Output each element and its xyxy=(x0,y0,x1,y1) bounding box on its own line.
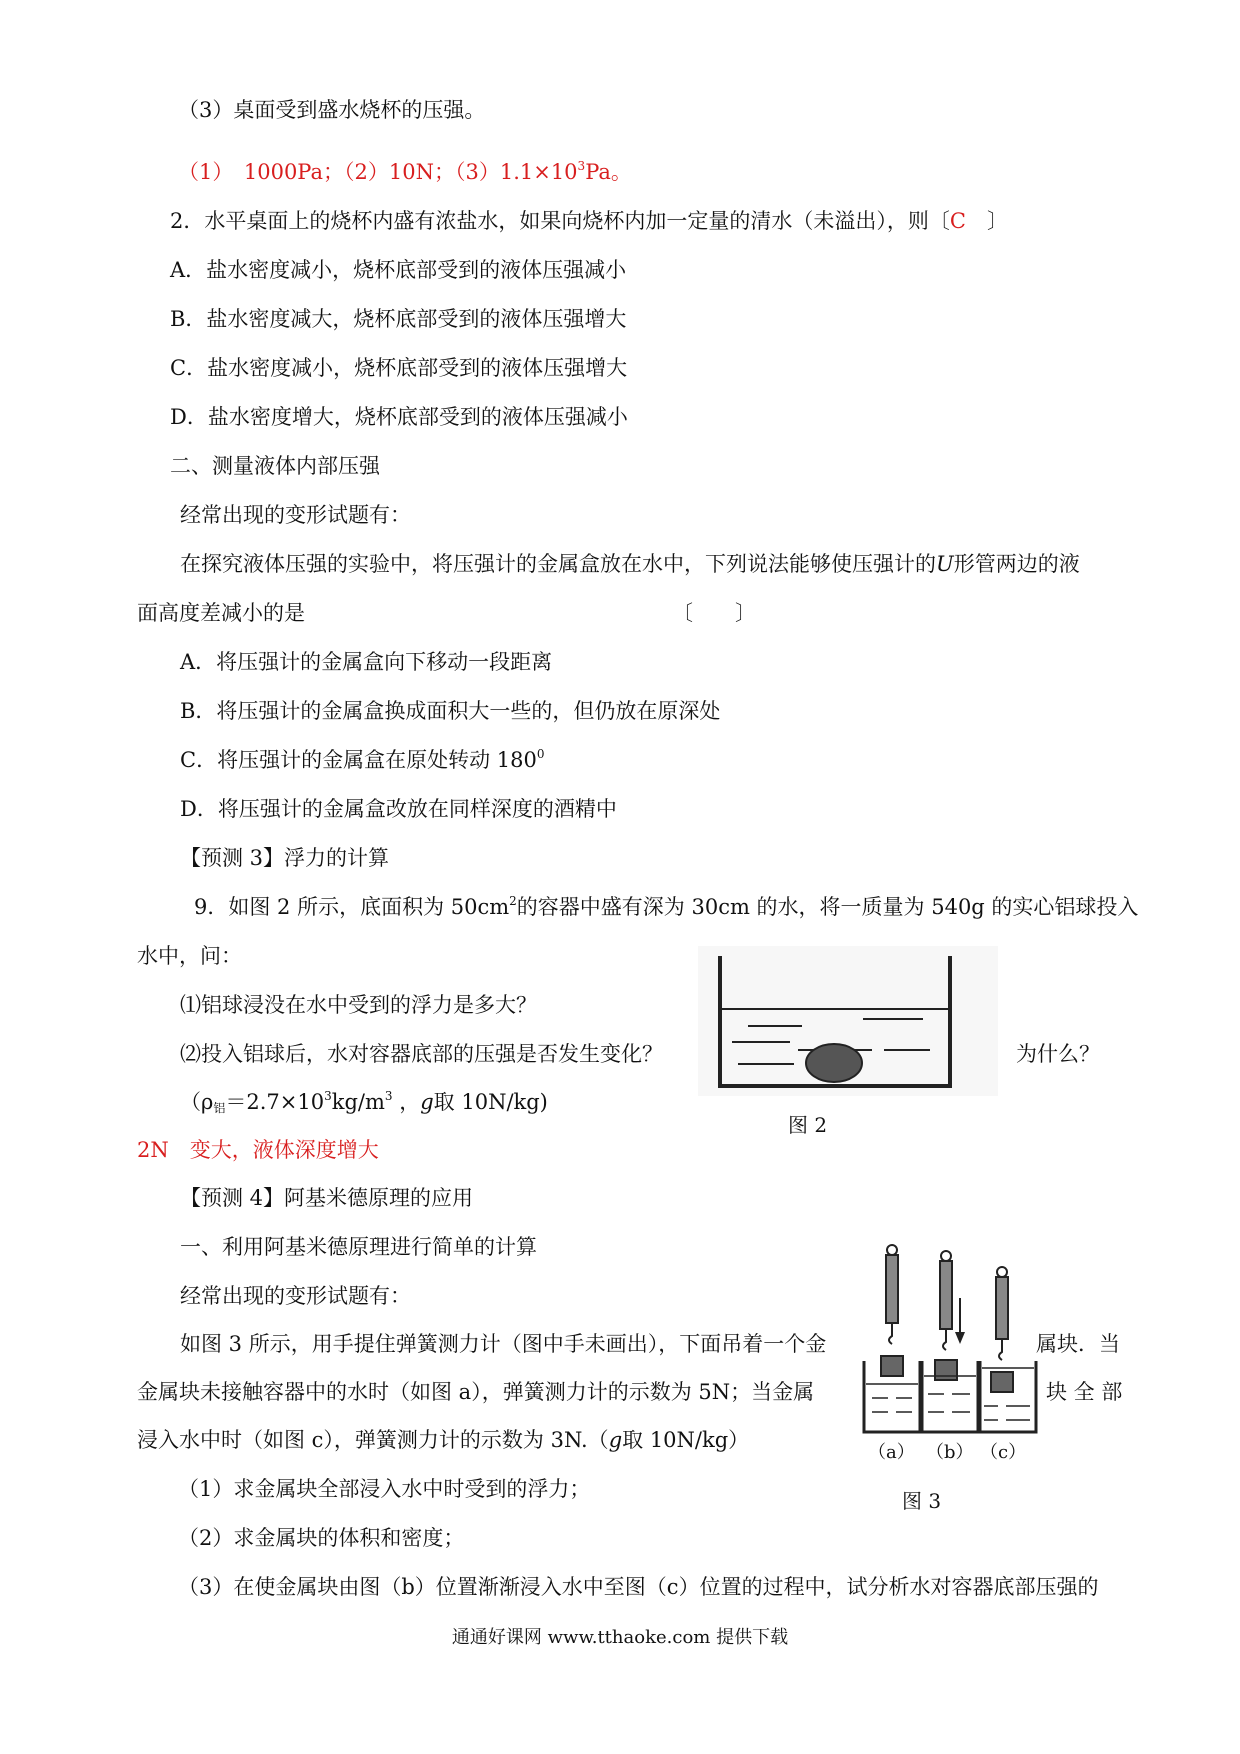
answer-line-1: （1） 1000Pa；（2）10N；$(3)1.1\times 10^3Pa$。 xyxy=(178,159,632,184)
question-text-line-2: 面高度差减小的是 xyxy=(137,601,305,625)
question-2: 2．水平桌面上的烧杯内盛有浓盐水，如果向烧杯内加一定量的清水（未溢出），则〔C 〕 xyxy=(170,209,1008,233)
question-9-why: 为什么？ xyxy=(1016,1042,1100,1066)
option-d: D．盐水密度增大，烧杯底部受到的液体压强减小 xyxy=(170,405,628,429)
option-b: B．盐水密度减大，烧杯底部受到的液体压强增大 xyxy=(170,307,627,331)
option-a: A．盐水密度减小，烧杯底部受到的液体压强减小 xyxy=(170,258,627,282)
answer-9: 2N 变大，液体深度增大 xyxy=(137,1138,379,1162)
question-9-line-1: 9．如图 2 所示，底面积为 $50cm^2$的容器中盛有深为 30cm 的水，将一质量为 540g 的实心铝球投入 xyxy=(194,894,1139,919)
figure-3-text-line-1: 如图 3 所示，用手提住弹簧测力计（图中手未画出），下面吊着一个金 xyxy=(180,1332,827,1356)
figure-3-label-a: （a） xyxy=(868,1442,915,1463)
subquestion-3: （3）桌面受到盛水烧杯的压强。 xyxy=(178,98,486,122)
question-9-part-1: ⑴铝球浸没在水中受到的浮力是多大？ xyxy=(180,993,537,1017)
figure-3-label: 图 3 xyxy=(902,1489,942,1513)
figure-3-label-c: （c） xyxy=(980,1442,1027,1463)
option2-a: A．将压强计的金属盒向下移动一段距离 xyxy=(180,650,553,674)
option-c: C．盐水密度减小，烧杯底部受到的液体压强增大 xyxy=(170,356,628,380)
option2-d: D．将压强计的金属盒改放在同样深度的酒精中 xyxy=(180,797,617,821)
figure-3-spring-scale-diagram xyxy=(862,1236,1042,1436)
sub-question-3: （3）在使金属块由图（b）位置渐渐浸入水中至图（c）位置的过程中，试分析水对容器底部压强的 xyxy=(178,1575,1099,1599)
question-9-line-2: 水中，问： xyxy=(137,944,242,968)
option2-c: C．将压强计的金属盒在原处转动 $180^0$ xyxy=(180,747,545,772)
figure-3-label-b: （b） xyxy=(926,1442,974,1463)
page-footer: 通通好课网 www.tthaoke.com 提供下载 xyxy=(451,1627,789,1648)
sub-question-2: （2）求金属块的体积和密度； xyxy=(178,1526,465,1550)
prediction-3-heading: 【预测 3】浮力的计算 xyxy=(180,846,390,870)
answer-parentheses: 〔 〕 xyxy=(672,601,756,625)
figure-3-text-line-2: 金属块未接触容器中的水时（如图 a），弹簧测力计的示数为 5N；当金属 xyxy=(137,1380,815,1404)
question-text-line-1: 在探究液体压强的实验中，将压强计的金属盒放在水中，下列说法能够使压强计的U形管两边的液 xyxy=(180,552,1080,576)
question-9-part-2: ⑵投入铝球后，水对容器底部的压强是否发生变化？ xyxy=(180,1042,663,1066)
variant-intro: 经常出现的变形试题有： xyxy=(180,503,411,527)
section-heading-2: 二、测量液体内部压强 xyxy=(170,454,380,478)
sub-question-1: （1）求金属块全部浸入水中时受到的浮力； xyxy=(178,1477,591,1501)
figure-2-container-diagram xyxy=(698,946,998,1096)
section-heading-1: 一、利用阿基米德原理进行简单的计算 xyxy=(180,1235,537,1259)
variant-intro-2: 经常出现的变形试题有： xyxy=(180,1284,411,1308)
option2-b: B．将压强计的金属盒换成面积大一些的，但仍放在原深处 xyxy=(180,699,721,723)
figure-3-text-line-1-right: 属块．当 xyxy=(1036,1332,1120,1356)
question-9-constants: （$\rho_铝=2.7\times 10^3kg/m^3$ ，g取 10N/kg) xyxy=(180,1089,548,1115)
figure-3-text-line-2-right: 块 全 部 xyxy=(1046,1380,1123,1404)
figure-2-label: 图 2 xyxy=(788,1113,828,1137)
figure-3-text-line-3: 浸入水中时（如图 c），弹簧测力计的示数为 3N.（g取 10N/kg） xyxy=(137,1428,750,1452)
prediction-4-heading: 【预测 4】阿基米德原理的应用 xyxy=(180,1186,474,1210)
